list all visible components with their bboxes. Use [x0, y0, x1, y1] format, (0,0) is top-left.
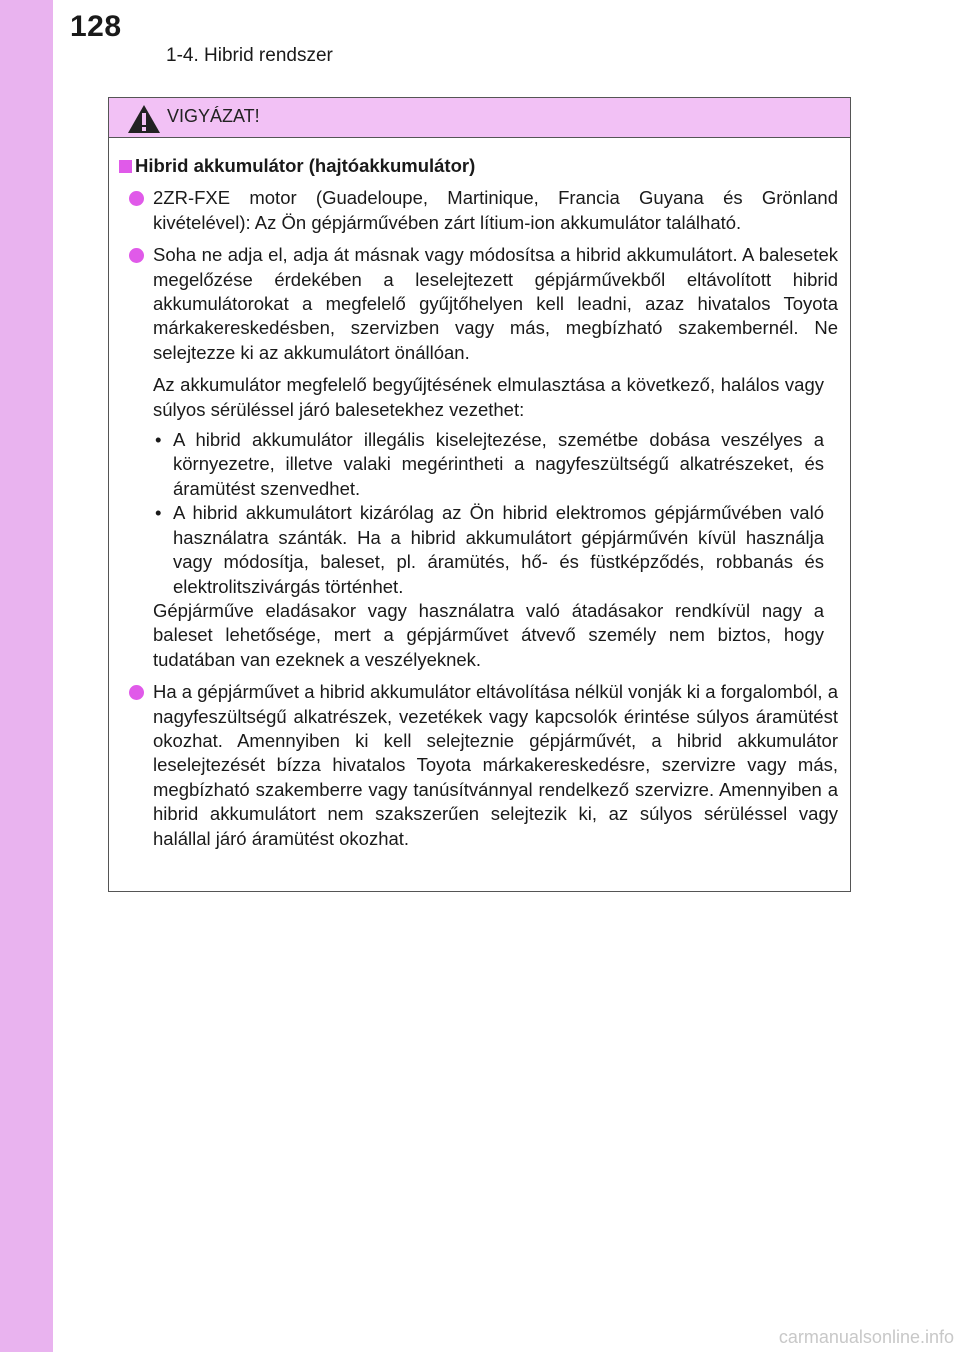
sub-list-item-2: [153, 501, 824, 599]
bullet-text: 2ZR-FXE motor (Guadeloupe, Martinique, Francia Guyana és Grönland kivételével): Az Ön gépjárművében zárt lítium-ion akkumulátor található.: [153, 187, 838, 233]
warning-title: VIGYÁZAT!: [167, 106, 260, 126]
page-number: 128: [70, 10, 122, 43]
round-bullet-icon: [129, 685, 144, 700]
heading-text: Hibrid akkumulátor (hajtóakkumulátor): [135, 155, 476, 176]
square-bullet-icon: [119, 160, 132, 173]
sub-item-text: A hibrid akkumulátor illegális kiselejtezése, szemétbe dobása veszélyes a környezetre, illetve valaki megérintheti a nagyfeszültségű alkatrészeket, és áramütést szenvedhet.: [173, 429, 824, 499]
sub-list: [125, 428, 840, 599]
bullet-text: Soha ne adja el, adja át másnak vagy módosítsa a hibrid akkumulátort. A balesetek megelőzése érdekében a leselejtezett gépjárművekből eltávolított hibrid akkumulátorokat a megfelelő gyűjtőhelyen kell leadni, azaz hivatalos Toyota márkakereskedésben, szervizben vagy más, megbízható szakembernél. Ne selejtezze ki az akkumulátort önállóan.: [153, 244, 838, 363]
round-bullet-icon: [129, 248, 144, 263]
bullet-text: Ha a gépjárművet a hibrid akkumulátor eltávolítása nélkül vonják ki a forgalomból, a nagyfeszültségű alkatrészek, vezetékek vagy kapcsolók érintése súlyos áramütést okozhat. Amennyiben ki kell selejteznie gépjárművét, a hibrid akkumulátor leselejtezését bízza hivatalos Toyota márkakereskedésre, szervizre vagy más, megbízható szakemberre vagy tanúsítvánnyal rendelkező szervizre. Amennyiben a hibrid akkumulátort nem szakszerűen selejtezik ki, az súlyos sérüléssel vagy halállal járó áramütést okozhat.: [153, 681, 838, 849]
bullet-item-3: [125, 680, 840, 851]
paragraph-consequences: Az akkumulátor megfelelő begyűjtésének elmulasztása a következő, halálos vagy súlyos sérüléssel járó balesetekhez vezethet:: [153, 374, 824, 420]
side-color-strip: [0, 0, 53, 1352]
warning-triangle-icon: [127, 104, 161, 134]
sub-bullet-marker: •: [155, 502, 162, 524]
sub-bullet-marker: •: [155, 429, 162, 451]
warning-box: [108, 97, 851, 892]
watermark: carmanualsonline.info: [778, 1327, 954, 1347]
section-title: 1-4. Hibrid rendszer: [166, 45, 333, 66]
bullet-item-1: [125, 186, 840, 235]
warning-header: [109, 98, 850, 138]
paragraph-sale-risk: Gépjárműve eladásakor vagy használatra való átadásakor rendkívül nagy a baleset lehetősége, mert a gépjárművet átvevő személy nem biztos, hogy tudatában van ezeknek a veszélyeknek.: [153, 599, 824, 670]
bullet-item-2: [125, 243, 840, 365]
warning-content: [109, 138, 850, 851]
sub-list-item-1: [153, 428, 824, 501]
round-bullet-icon: [129, 191, 144, 206]
section-heading: [125, 154, 840, 178]
sub-item-text: A hibrid akkumulátort kizárólag az Ön hibrid elektromos gépjárművében való használatra szánták. Ha a hibrid akkumulátort gépjárművén kívül használja vagy módosítja, baleset, pl. áramütés, hő- és füstképződés, robbanás és elektrolitszivárgás történhet.: [173, 502, 824, 597]
